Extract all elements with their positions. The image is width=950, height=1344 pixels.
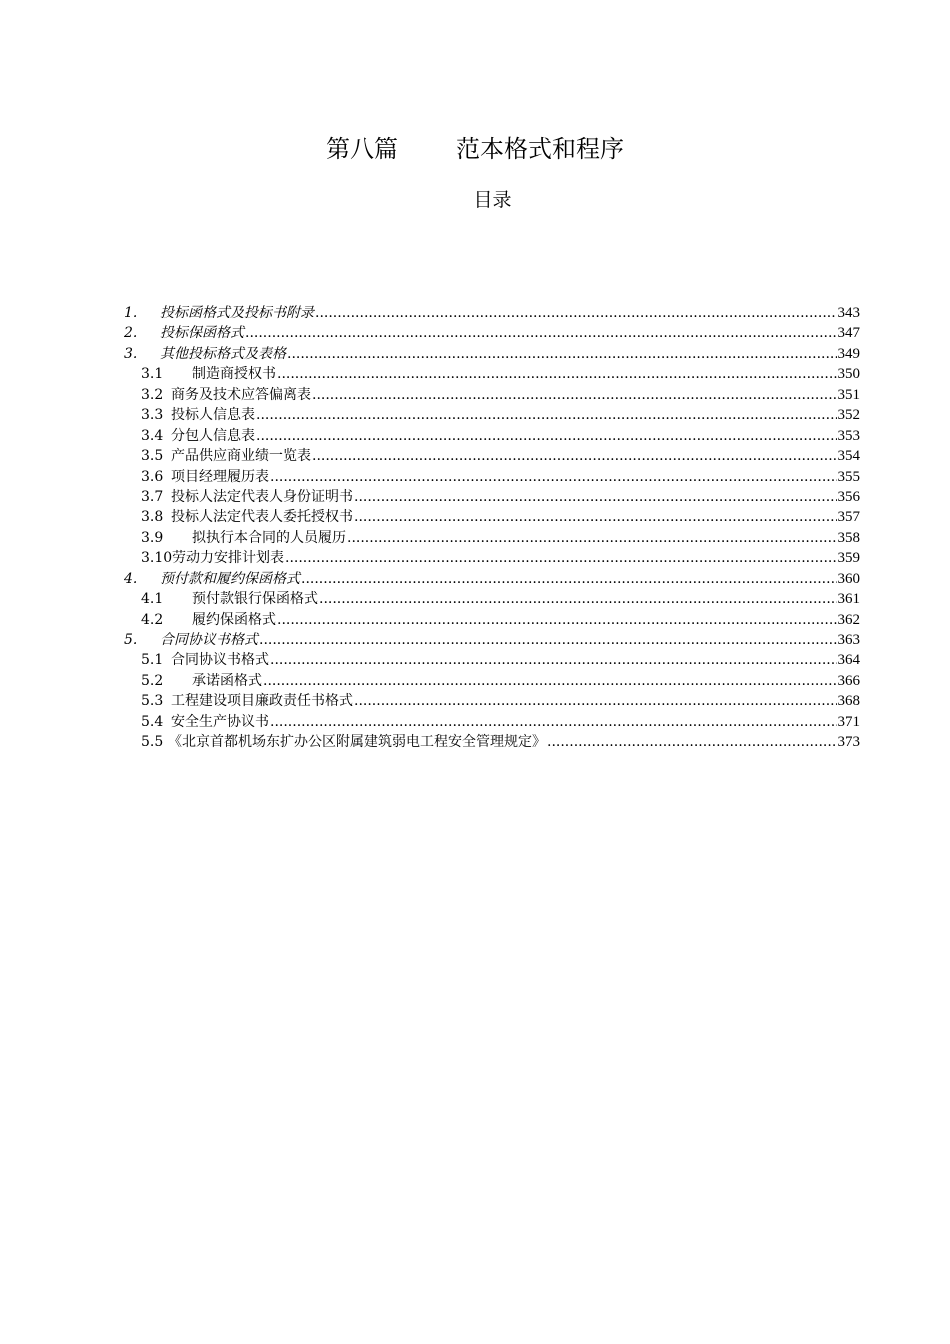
toc-leader-dots xyxy=(312,446,837,466)
toc-entry[interactable] xyxy=(124,732,860,752)
toc-heading: 目录 xyxy=(473,189,512,211)
toc-entry-number: 3.2 xyxy=(141,386,164,403)
toc-leader-dots xyxy=(312,385,837,405)
toc-entry-number: 5.3 xyxy=(141,693,164,710)
toc-entry[interactable] xyxy=(124,487,860,507)
toc-entry[interactable] xyxy=(124,671,860,691)
toc-leader-dots xyxy=(245,323,837,343)
toc-entry-number: 3.5 xyxy=(141,448,164,465)
toc-entry[interactable] xyxy=(124,610,860,630)
toc-entry-number: 5. xyxy=(124,632,138,648)
toc-entry-page: 363 xyxy=(837,632,860,648)
toc-entry[interactable] xyxy=(124,507,860,527)
toc-entry-label: 分包人信息表 xyxy=(171,427,255,444)
toc-leader-dots xyxy=(270,467,837,487)
toc-entry-label: 劳动力安排计划表 xyxy=(172,550,284,567)
toc-entry-number: 5.2 xyxy=(141,672,164,689)
toc-entry-page: 373 xyxy=(837,734,860,751)
toc-entry[interactable] xyxy=(124,528,860,548)
toc-entry-label: 工程建设项目廉政责任书格式 xyxy=(171,693,353,710)
toc-entry-page: 371 xyxy=(837,713,860,730)
toc-leader-dots xyxy=(263,671,837,691)
toc-entry-number: 5.5 xyxy=(141,734,164,751)
title-part: 第八篇 xyxy=(326,135,398,163)
toc-entry-page: 361 xyxy=(837,591,860,608)
toc-entry-label: 预付款和履约保函格式 xyxy=(160,570,300,587)
toc-leader-dots xyxy=(354,691,837,711)
toc-entry-page: 359 xyxy=(837,550,860,567)
toc-entry-label: 投标人法定代表人身份证明书 xyxy=(171,488,353,505)
toc-entry-page: 353 xyxy=(837,427,860,444)
toc-entry-label: 履约保函格式 xyxy=(192,611,276,628)
toc-leader-dots xyxy=(256,426,837,446)
toc-entry-number: 3.9 xyxy=(141,529,164,546)
toc-entry-number: 3.6 xyxy=(141,468,164,485)
toc-entry-page: 349 xyxy=(837,345,860,362)
toc-leader-dots xyxy=(547,732,837,752)
toc-entry-page: 354 xyxy=(837,448,860,465)
toc-entry-label: 产品供应商业绩一览表 xyxy=(171,448,311,465)
toc-entry-number: 3.1 xyxy=(141,366,164,383)
toc-entry-label: 安全生产协议书 xyxy=(171,713,269,730)
toc-leader-dots xyxy=(301,569,837,589)
toc-entry-label: 投标函格式及投标书附录 xyxy=(160,305,314,321)
toc-entry-label: 投标人信息表 xyxy=(171,407,255,424)
title-main: 范本格式和程序 xyxy=(456,135,624,163)
toc-entry-page: 360 xyxy=(837,570,860,587)
toc-entry-page: 362 xyxy=(837,611,860,628)
toc-entry[interactable] xyxy=(124,426,860,446)
toc-entry-page: 368 xyxy=(837,693,860,710)
toc-entry[interactable] xyxy=(124,548,860,568)
toc-entry-page: 347 xyxy=(837,325,860,342)
toc-entry[interactable] xyxy=(124,630,860,650)
toc-entry-label: 《北京首都机场东扩办公区附属建筑弱电工程安全管理规定》 xyxy=(168,734,546,751)
toc-entry-label: 投标人法定代表人委托授权书 xyxy=(171,509,353,526)
toc-entry-number: 4. xyxy=(124,570,138,587)
toc-leader-dots xyxy=(315,303,837,323)
toc-entry-page: 351 xyxy=(837,386,860,403)
toc-entry-page: 358 xyxy=(837,529,860,546)
toc-leader-dots xyxy=(354,487,837,507)
toc-entry-label: 投标保函格式 xyxy=(160,325,244,342)
toc-entry[interactable] xyxy=(124,364,860,384)
toc-entry[interactable] xyxy=(124,589,860,609)
toc-entry[interactable] xyxy=(124,323,860,343)
toc-leader-dots xyxy=(287,344,837,364)
toc-entry-number: 3.3 xyxy=(141,407,164,424)
toc-entry-number: 3.10 xyxy=(141,550,173,567)
toc-entry-page: 350 xyxy=(837,366,860,383)
toc-leader-dots xyxy=(347,528,837,548)
toc-entry[interactable] xyxy=(124,691,860,711)
document-title xyxy=(0,132,950,166)
toc-entry-page: 364 xyxy=(837,652,860,669)
toc-entry-label: 项目经理履历表 xyxy=(171,468,269,485)
toc-entry-label: 合同协议书格式 xyxy=(160,632,258,648)
toc-entry[interactable] xyxy=(124,446,860,466)
toc-leader-dots xyxy=(319,589,837,609)
toc-entry-page: 352 xyxy=(837,407,860,424)
toc-entry-number: 3.7 xyxy=(141,488,164,505)
toc-entry-label: 制造商授权书 xyxy=(192,366,276,383)
toc-entry-label: 商务及技术应答偏离表 xyxy=(171,386,311,403)
toc-entry-page: 357 xyxy=(837,509,860,526)
toc-entry-label: 合同协议书格式 xyxy=(171,652,269,669)
toc-entry-number: 3.4 xyxy=(141,427,164,444)
toc-entry[interactable] xyxy=(124,650,860,670)
toc-entry-label: 预付款银行保函格式 xyxy=(192,591,318,608)
toc-entry[interactable] xyxy=(124,344,860,364)
toc-entry[interactable] xyxy=(124,385,860,405)
toc-entry-number: 5.4 xyxy=(141,713,164,730)
toc-leader-dots xyxy=(270,712,837,732)
toc-entry[interactable] xyxy=(124,303,860,323)
toc-entry[interactable] xyxy=(124,569,860,589)
toc-entry-number: 3. xyxy=(124,345,138,362)
toc-entry-page: 343 xyxy=(837,305,860,321)
toc-entry-label: 其他投标格式及表格 xyxy=(160,345,286,362)
toc-leader-dots xyxy=(285,548,837,568)
toc-leader-dots xyxy=(256,405,837,425)
toc-entry-number: 2. xyxy=(124,325,138,342)
toc-entry[interactable] xyxy=(124,712,860,732)
toc-entry-page: 355 xyxy=(837,468,860,485)
table-of-contents xyxy=(124,303,860,753)
toc-leader-dots xyxy=(354,507,837,527)
toc-leader-dots xyxy=(277,364,837,384)
toc-leader-dots xyxy=(277,610,837,630)
toc-entry-number: 4.1 xyxy=(141,591,164,608)
toc-entry[interactable] xyxy=(124,467,860,487)
toc-entry[interactable] xyxy=(124,405,860,425)
toc-entry-number: 1. xyxy=(124,305,138,321)
toc-entry-number: 5.1 xyxy=(141,652,164,669)
toc-leader-dots xyxy=(270,650,837,670)
toc-entry-number: 4.2 xyxy=(141,611,164,628)
toc-entry-label: 拟执行本合同的人员履历 xyxy=(192,529,346,546)
toc-entry-number: 3.8 xyxy=(141,509,164,526)
toc-entry-label: 承诺函格式 xyxy=(192,672,262,689)
toc-entry-page: 366 xyxy=(837,672,860,689)
toc-entry-page: 356 xyxy=(837,488,860,505)
toc-leader-dots xyxy=(259,630,837,650)
